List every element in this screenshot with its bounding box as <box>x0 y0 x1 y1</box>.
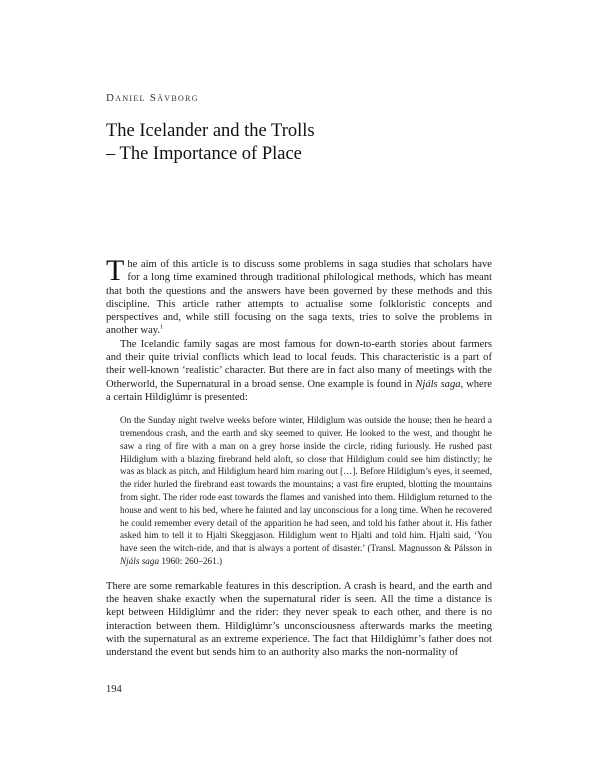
drop-cap: T <box>106 254 125 287</box>
title-line-1: The Icelander and the Trolls <box>106 121 315 141</box>
paragraph-2 <box>106 338 492 404</box>
quote-citation: 1960: 260–261.) <box>159 556 223 567</box>
block-quote <box>120 414 492 568</box>
paragraph-3: There are some remarkable features in this description. A crash is heard, and the earth and the heaven shake exactly when the supernatural rider is seen. All the time a distance is kept between Hildiglúmr and the rider: they never speak to each other, and there is no interaction between them. Hildiglúmr’s unconsciousness afterwards marks the meeting with the supernatural as an extreme experience. The fact that Hildiglúmr’s father does not understand the event but sends him to an authority also marks the non-normality of <box>106 580 492 659</box>
page-number: 194 <box>106 684 122 695</box>
article-title <box>106 120 506 166</box>
article-body <box>106 254 492 660</box>
saga-title-italic: Njáls saga <box>415 378 461 390</box>
title-line-2: – The Importance of Place <box>106 144 302 164</box>
paragraph-1 <box>106 254 492 338</box>
quote-text: On the Sunday night twelve weeks before winter, Hildiglum was outside the house; then he heard a tremendous crash, and the earth and sky seemed to quiver. He looked to the west, and thought he saw a ring of fire with a man on a grey horse inside the circle, riding furiously. He rushed past Hildiglum with a blazing firebrand held aloft, so close that Hildiglum could see him distinctly; he was as black as pitch, and Hildiglum heard him roaring out […]. Before Hildiglum’s eyes, it seemed, the rider hurled the firebrand east towards the mountains; a vast fire erupted, blotting the mountains from sight. The rider rode east towards the flames and vanished into them. Hildiglum returned to the house and went to his bed, where he fainted and lay unconscious for a long time. When he recovered he could remember every detail of the apparition he had seen, and told his father about it. His father asked him to tell it to Hjalti Skeggjason. Hildiglum went to Hjalti and told him. Hjalti said, ‘You have seen the witch-ride, and that is always a portent of disaster.’ (Transl. Magnusson & Pálsson in <box>120 415 492 554</box>
paragraph-2-text: The Icelandic family sagas are most famous for down-to-earth stories about farmers and their quite trivial conflicts which lead to local feuds. This characteristic is a part of their well-known ‘realistic’ character. But there are in fact also many of meetings with the Otherworld, the Supernatural in a broad sense. One example is found in <box>106 338 492 390</box>
quote-saga-title-italic: Njáls saga <box>120 556 160 567</box>
paragraph-1-text: he aim of this article is to discuss some problems in saga studies that scholars have for a long time examined through traditional philological methods, which has meant that both the questions and the answers have been governed by these methods and this discipline. This article rather attempts to actualise some folkloristic concepts and perspectives and, while still focusing on the saga texts, tries to solve the problems in another way. <box>106 259 492 337</box>
paragraph-2-end: , where a certain Hildiglúmr is presented: <box>106 378 492 403</box>
author-name: Daniel Sävborg <box>106 92 199 104</box>
footnote-marker: 1 <box>160 323 164 331</box>
